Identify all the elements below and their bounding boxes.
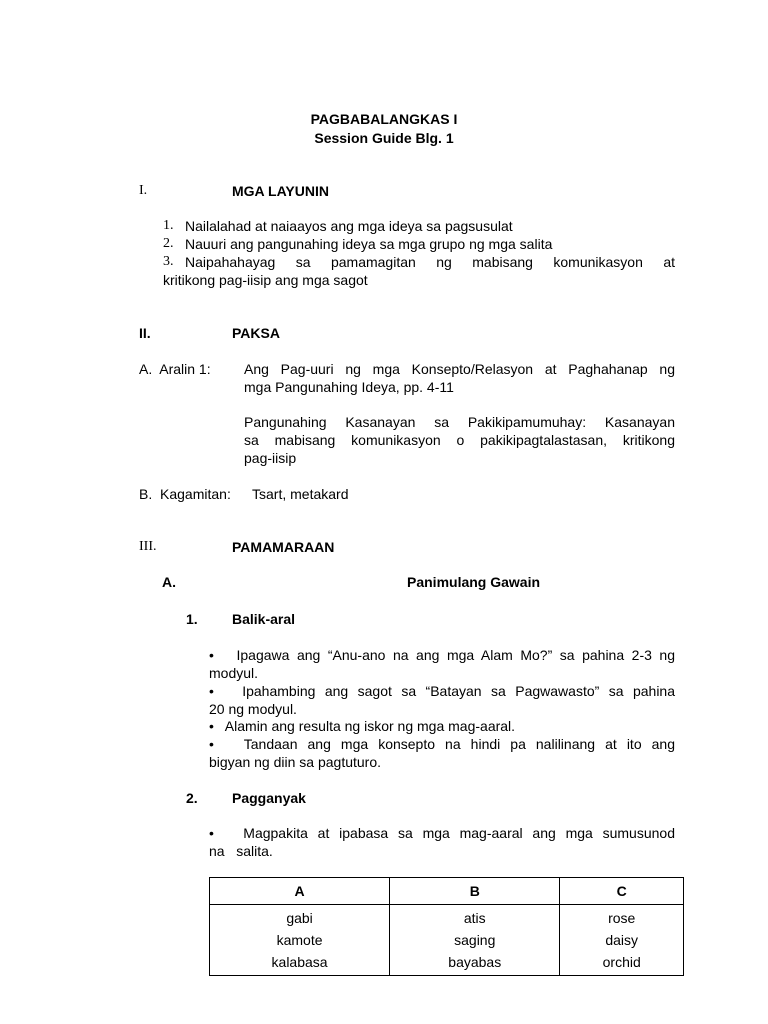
word-daisy: daisy: [605, 932, 639, 948]
word-table: [209, 877, 684, 976]
bullet-1-line-2: modyul.: [209, 665, 259, 681]
skills-line-1: Pangunahing Kasanayan sa Pakikipamumuhay: Kasanayan: [244, 414, 675, 430]
bullet-2-line-1: • Ipahambing ang sagot sa “Batayan sa Pagwawasto” sa pahina: [209, 683, 675, 699]
step-2-heading: Pagganyak: [232, 790, 306, 806]
word-kalabasa: kalabasa: [271, 954, 328, 970]
word-kamote: kamote: [276, 932, 323, 948]
bullet-4-line-1: • Tandaan ang mga konsepto na hindi pa nalilinang at ito ang: [209, 736, 675, 752]
objective-2-text: Nauuri ang pangunahing ideya sa mga grupo ng mga salita: [185, 236, 553, 252]
step-1-heading: Balik-aral: [232, 611, 296, 627]
subsection-a-letter: A.: [162, 574, 176, 590]
step-2-bullet-line-2: na salita.: [209, 843, 273, 859]
bullet-1-line-1: • Ipagawa ang “Anu-ano na ang mga Alam Mo?” sa pahina 2-3 ng: [209, 647, 675, 663]
section-2-heading: PAKSA: [232, 325, 280, 341]
column-b-cell: [390, 905, 560, 976]
materials-label: B. Kagamitan:: [139, 486, 231, 502]
column-a-cell: [210, 905, 390, 976]
document-subtitle: Session Guide Blg. 1: [314, 130, 454, 146]
objective-1-number: 1.: [163, 218, 174, 233]
section-1-heading: MGA LAYUNIN: [232, 183, 329, 199]
step-2-bullet-line-1: • Magpakita at ipabasa sa mga mag-aaral ang mga sumusunod: [209, 825, 675, 841]
skills-line-3: pag-iisip: [244, 450, 297, 466]
aralin-title-line-2: mga Pangunahing Ideya, pp. 4-11: [244, 379, 454, 395]
aralin-label: A. Aralin 1:: [139, 361, 211, 377]
bullet-3-line-1: • Alamin ang resulta ng iskor ng mga mag-aaral.: [209, 718, 516, 734]
objective-3-number: 3.: [163, 254, 174, 269]
column-c-cell: [560, 905, 684, 976]
section-2-numeral: II.: [139, 325, 151, 341]
objective-3-text: Naipahahayag sa pamamagitan ng mabisang komunikasyon at: [185, 254, 675, 270]
aralin-title-line-1: Ang Pag-uuri ng mga Konsepto/Relasyon at Paghahanap ng: [244, 361, 675, 377]
word-rose: rose: [608, 910, 636, 926]
step-1-number: 1.: [186, 611, 198, 627]
column-header-a: A: [210, 878, 390, 905]
word-gabi: gabi: [286, 910, 313, 926]
section-3-numeral: III.: [139, 539, 157, 554]
subsection-a-heading: Panimulang Gawain: [407, 574, 541, 590]
word-orchid: orchid: [602, 954, 641, 970]
materials-value: Tsart, metakard: [252, 486, 349, 502]
bullet-4-line-2: bigyan ng diin sa pagtuturo.: [209, 754, 382, 770]
section-1-numeral: I.: [139, 183, 148, 198]
step-2-number: 2.: [186, 790, 198, 806]
word-bayabas: bayabas: [448, 954, 502, 970]
word-table-header-row: [210, 878, 684, 905]
column-header-c: C: [560, 878, 684, 905]
word-table-body-row: [210, 905, 684, 976]
objective-3-continuation: kritikong pag-iisip ang mga sagot: [163, 272, 368, 288]
skills-line-2: sa mabisang komunikasyon o pakikipagtalastasan, kritikong: [244, 432, 675, 448]
document-title: PAGBABALANGKAS I: [310, 111, 458, 127]
word-saging: saging: [454, 932, 496, 948]
word-atis: atis: [463, 910, 486, 926]
section-3-heading: PAMAMARAAN: [232, 539, 335, 555]
objective-2-number: 2.: [163, 236, 174, 251]
column-header-b: B: [390, 878, 560, 905]
objective-1-text: Nailalahad at naiaayos ang mga ideya sa pagsusulat: [185, 218, 513, 234]
bullet-2-line-2: 20 ng modyul.: [209, 701, 297, 717]
